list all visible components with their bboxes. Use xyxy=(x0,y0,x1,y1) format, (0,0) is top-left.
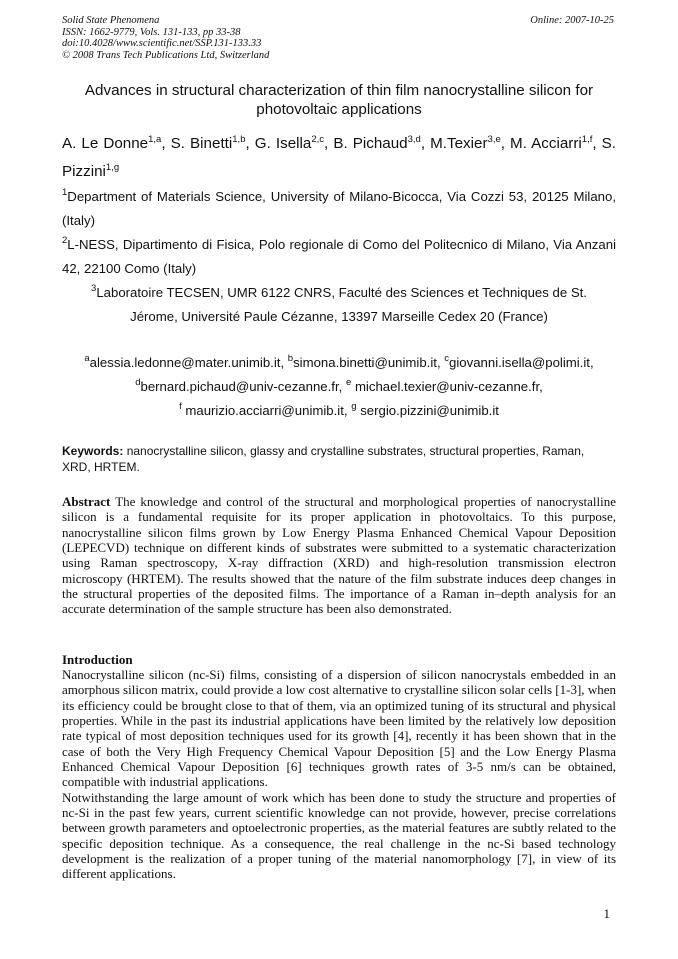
email[interactable]: $^a$alessia.ledonne@mater.unimib.it xyxy=(84,353,281,370)
page-number: 1 xyxy=(603,906,610,921)
keywords-label: Keywords: xyxy=(62,444,124,458)
doi-line: doi:10.4028/www.scientific.net/SSP.131-133.33 xyxy=(62,38,262,49)
keywords-text: nanocrystalline silicon, glassy and crystalline substrates, structural properties, Raman, XRD, HRTEM. xyxy=(62,444,585,474)
email[interactable]: $^c$giovanni.isella@polimi.it xyxy=(444,353,590,370)
abstract-label: Abstract xyxy=(62,494,111,509)
email-line-1: $^a$alessia.ledonne@mater.unimib.it, $^b$simona.binetti@unimib.it, $^c$giovanni.isella@polimi.it, xyxy=(84,353,594,370)
issn-line: ISSN: 1662-9779, Vols. 131-133, pp 33-38 xyxy=(62,26,241,38)
email[interactable]: $^e$ michael.texier@univ-cezanne.fr xyxy=(345,377,540,394)
paragraph: Nanocrystalline silicon (nc-Si) films, consisting of a dispersion of silicon nanocrystals embedded in an amorphous silicon matrix, could provide a low cost alternative to crystalline silicon solar cells [1-3], when its efficiency could be brought close to that of them, via an optimized tuning of its structural and physical properties. While in the past its industrial applications have been limited by the relatively low deposition rate typical of most deposition techniques used for its growth [4], recently it has been shown that in the case of both the Very High Frequency Chemical Vapour Deposition [5] and the Low Energy Plasma Enhanced Chemical Vapour Deposition [6] techniques growth rates of 3-5 nm/s can be obtained, compatible with industrial applications. xyxy=(62,667,616,790)
author: A. Le Donne$^{1,a}$ xyxy=(62,134,162,152)
introduction-body xyxy=(62,667,616,882)
author: M.Texier$^{3,e}$ xyxy=(430,134,501,152)
online-date: Online: 2007-10-25 xyxy=(530,15,614,26)
abstract-text: The knowledge and control of the structural and morphological properties of nanocrystalline silicon is a fundamental requisite for its proper application in photovoltaics. To this purpose, nanocrystalline silicon films grown by Low Energy Plasma Enhanced Chemical Vapour Deposition (LEPECVD) technique on different kinds of substrates were submitted to a systematic characterization using Raman spectroscopy, X-ray diffraction (XRD) and high-resolution transmission electron microscopy (HRTEM). The results showed that the nature of the film substrate induces deep changes in the structural properties of the deposited films. The importance of a Raman in–depth analysis for an accurate determination of the sample structure has been also demonstrated. xyxy=(62,494,616,617)
affiliation-3: $^3$Laboratoire TECSEN, UMR 6122 CNRS, Faculté des Sciences et Techniques de St. Jérome, Université Paule Cézanne, 13397 Marseille Cedex 20 (France) xyxy=(91,283,587,324)
paper-title: Advances in structural characterization of thin film nanocrystalline silicon for photovoltaic applications xyxy=(84,82,594,118)
journal-header xyxy=(62,15,269,61)
author-list: A. Le Donne$^{1,a}$, S. Binetti$^{1,b}$, G. Isella$^{2,c}$, B. Pichaud$^{3,d}$, M.Texier$^{3,e}$, M. Acciarri$^{1,f}$, S. Pizzini$^{1,g}$ xyxy=(62,134,616,180)
copyright-line: © 2008 Trans Tech Publications Ltd, Switzerland xyxy=(62,49,270,61)
journal-name: Solid State Phenomena xyxy=(62,15,160,26)
affiliation-2: $^2$L-NESS, Dipartimento di Fisica, Polo regionale di Como del Politecnico di Milano, Via Anzani 42, 22100 Como (Italy) xyxy=(62,235,616,276)
affiliation-1: $^1$Department of Materials Science, University of Milano-Bicocca, Via Cozzi 53, 20125 Milano, (Italy) xyxy=(62,187,616,228)
email[interactable]: $^d$bernard.pichaud@univ-cezanne.fr xyxy=(135,377,339,394)
email[interactable]: $^b$simona.binetti@unimib.it xyxy=(287,353,437,370)
author: S. Binetti$^{1,b}$ xyxy=(170,134,246,152)
email[interactable]: $^g$ sergio.pizzini@unimib.it xyxy=(351,401,499,418)
email-line-3: $^f$ maurizio.acciarri@unimib.it, $^g$ sergio.pizzini@unimib.it xyxy=(179,401,499,418)
author: B. Pichaud$^{3,d}$ xyxy=(333,134,421,152)
author: M. Acciarri$^{1,f}$ xyxy=(510,134,593,152)
email-line-2: $^d$bernard.pichaud@univ-cezanne.fr, $^e$ michael.texier@univ-cezanne.fr, xyxy=(135,377,543,394)
paragraph: Notwithstanding the large amount of work which has been done to study the structure and properties of nc-Si in the past few years, current scientific knowledge can not provide, however, precise correlations between growth parameters and optoelectronic properties, as the material features are subtly related to the specific deposition technique. As a consequence, the real challenge in the nc-Si based technology development is the realization of a proper tuning of the material nanomorphology [7], in view of its different applications. xyxy=(62,789,616,882)
keywords xyxy=(62,444,616,475)
author: G. Isella$^{2,c}$ xyxy=(254,134,325,152)
section-heading-introduction: Introduction xyxy=(62,652,133,667)
email[interactable]: $^f$ maurizio.acciarri@unimib.it xyxy=(179,401,344,418)
abstract xyxy=(62,494,616,617)
author: S. Pizzini$^{1,g}$ xyxy=(62,135,616,180)
